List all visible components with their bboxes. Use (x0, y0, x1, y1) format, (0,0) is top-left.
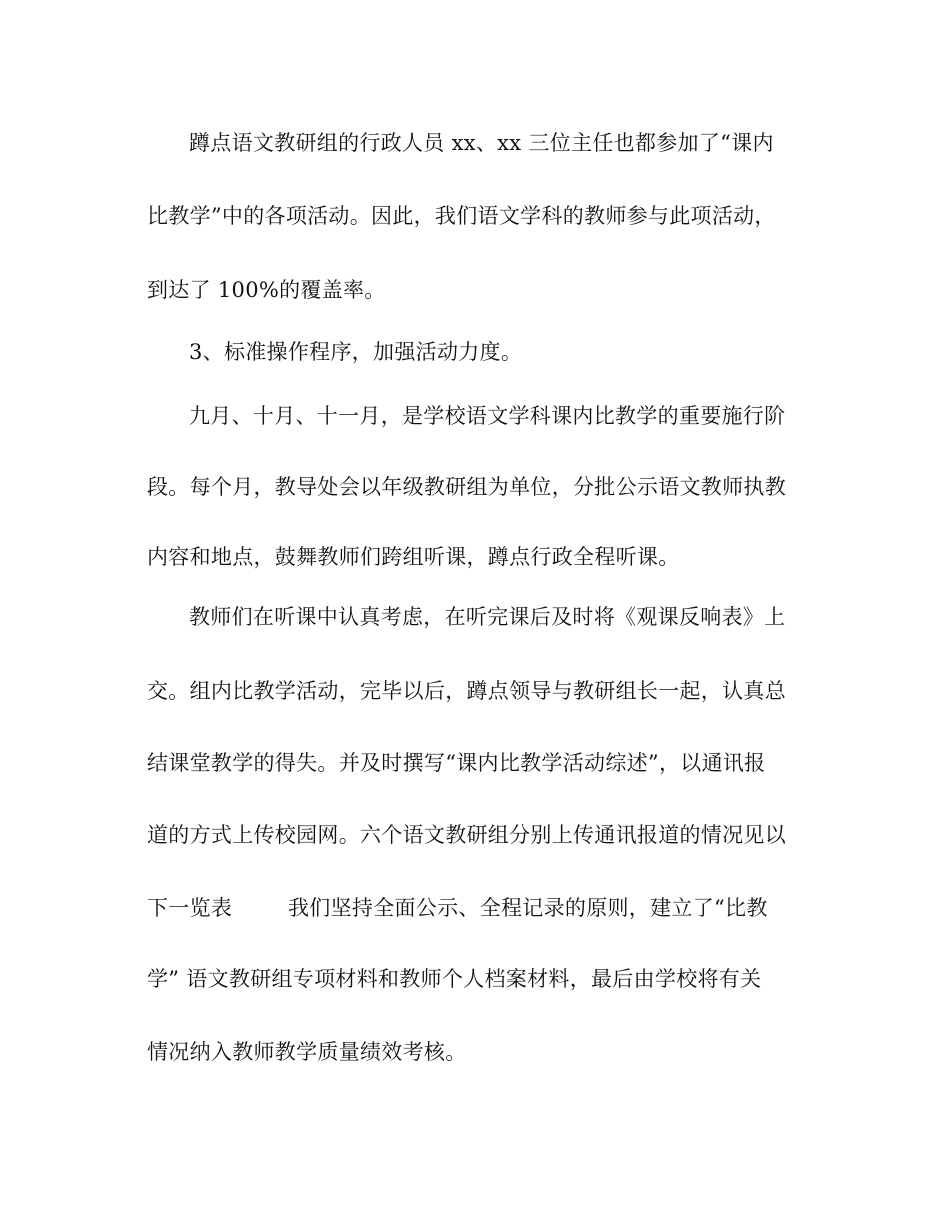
paragraph-3-line-2: 交。组内比教学活动，完毕以后，蹲点领导与教研组长一起，认真总 (147, 679, 786, 703)
paragraph-3-line-3: 结课堂教学的得失。并及时撰写“课内比教学活动综述”，以通讯报 (147, 751, 766, 775)
paragraph-2-line-1: 九月、十月、十一月，是学校语文学科课内比教学的重要施行阶 (189, 404, 786, 428)
section-heading-3: 3、标准操作程序，加强活动力度。 (189, 340, 523, 364)
paragraph-2-line-2: 段。每个月，教导处会以年级教研组为单位，分批公示语文教师执教 (147, 475, 786, 499)
paragraph-2-line-3: 内容和地点，鼓舞教师们跨组听课，蹲点行政全程听课。 (147, 545, 680, 569)
paragraph-3-line-4: 道的方式上传校园网。六个语文教研组分别上传通讯报道的情况见以 (147, 823, 786, 847)
paragraph-3-line-1: 教师们在听课中认真考虑，在听完课后及时将《观课反响表》上 (189, 605, 786, 629)
paragraph-1-line-3: 到达了 100%的覆盖率。 (147, 278, 386, 302)
paragraph-1-line-2: 比教学”中的各项活动。因此，我们语文学科的教师参与此项活动， (147, 204, 776, 228)
paragraph-3-line-7: 情况纳入教师教学质量绩效考核。 (147, 1040, 467, 1064)
paragraph-1-line-1: 蹲点语文教研组的行政人员 xx、xx 三位主任也都参加了“课内 (189, 131, 774, 155)
paragraph-3-line-5: 下一览表 我们坚持全面公示、全程记录的原则，建立了“比教 (147, 896, 768, 920)
paragraph-3-line-6: 学” 语文教研组专项材料和教师个人档案材料，最后由学校将有关 (147, 967, 762, 991)
